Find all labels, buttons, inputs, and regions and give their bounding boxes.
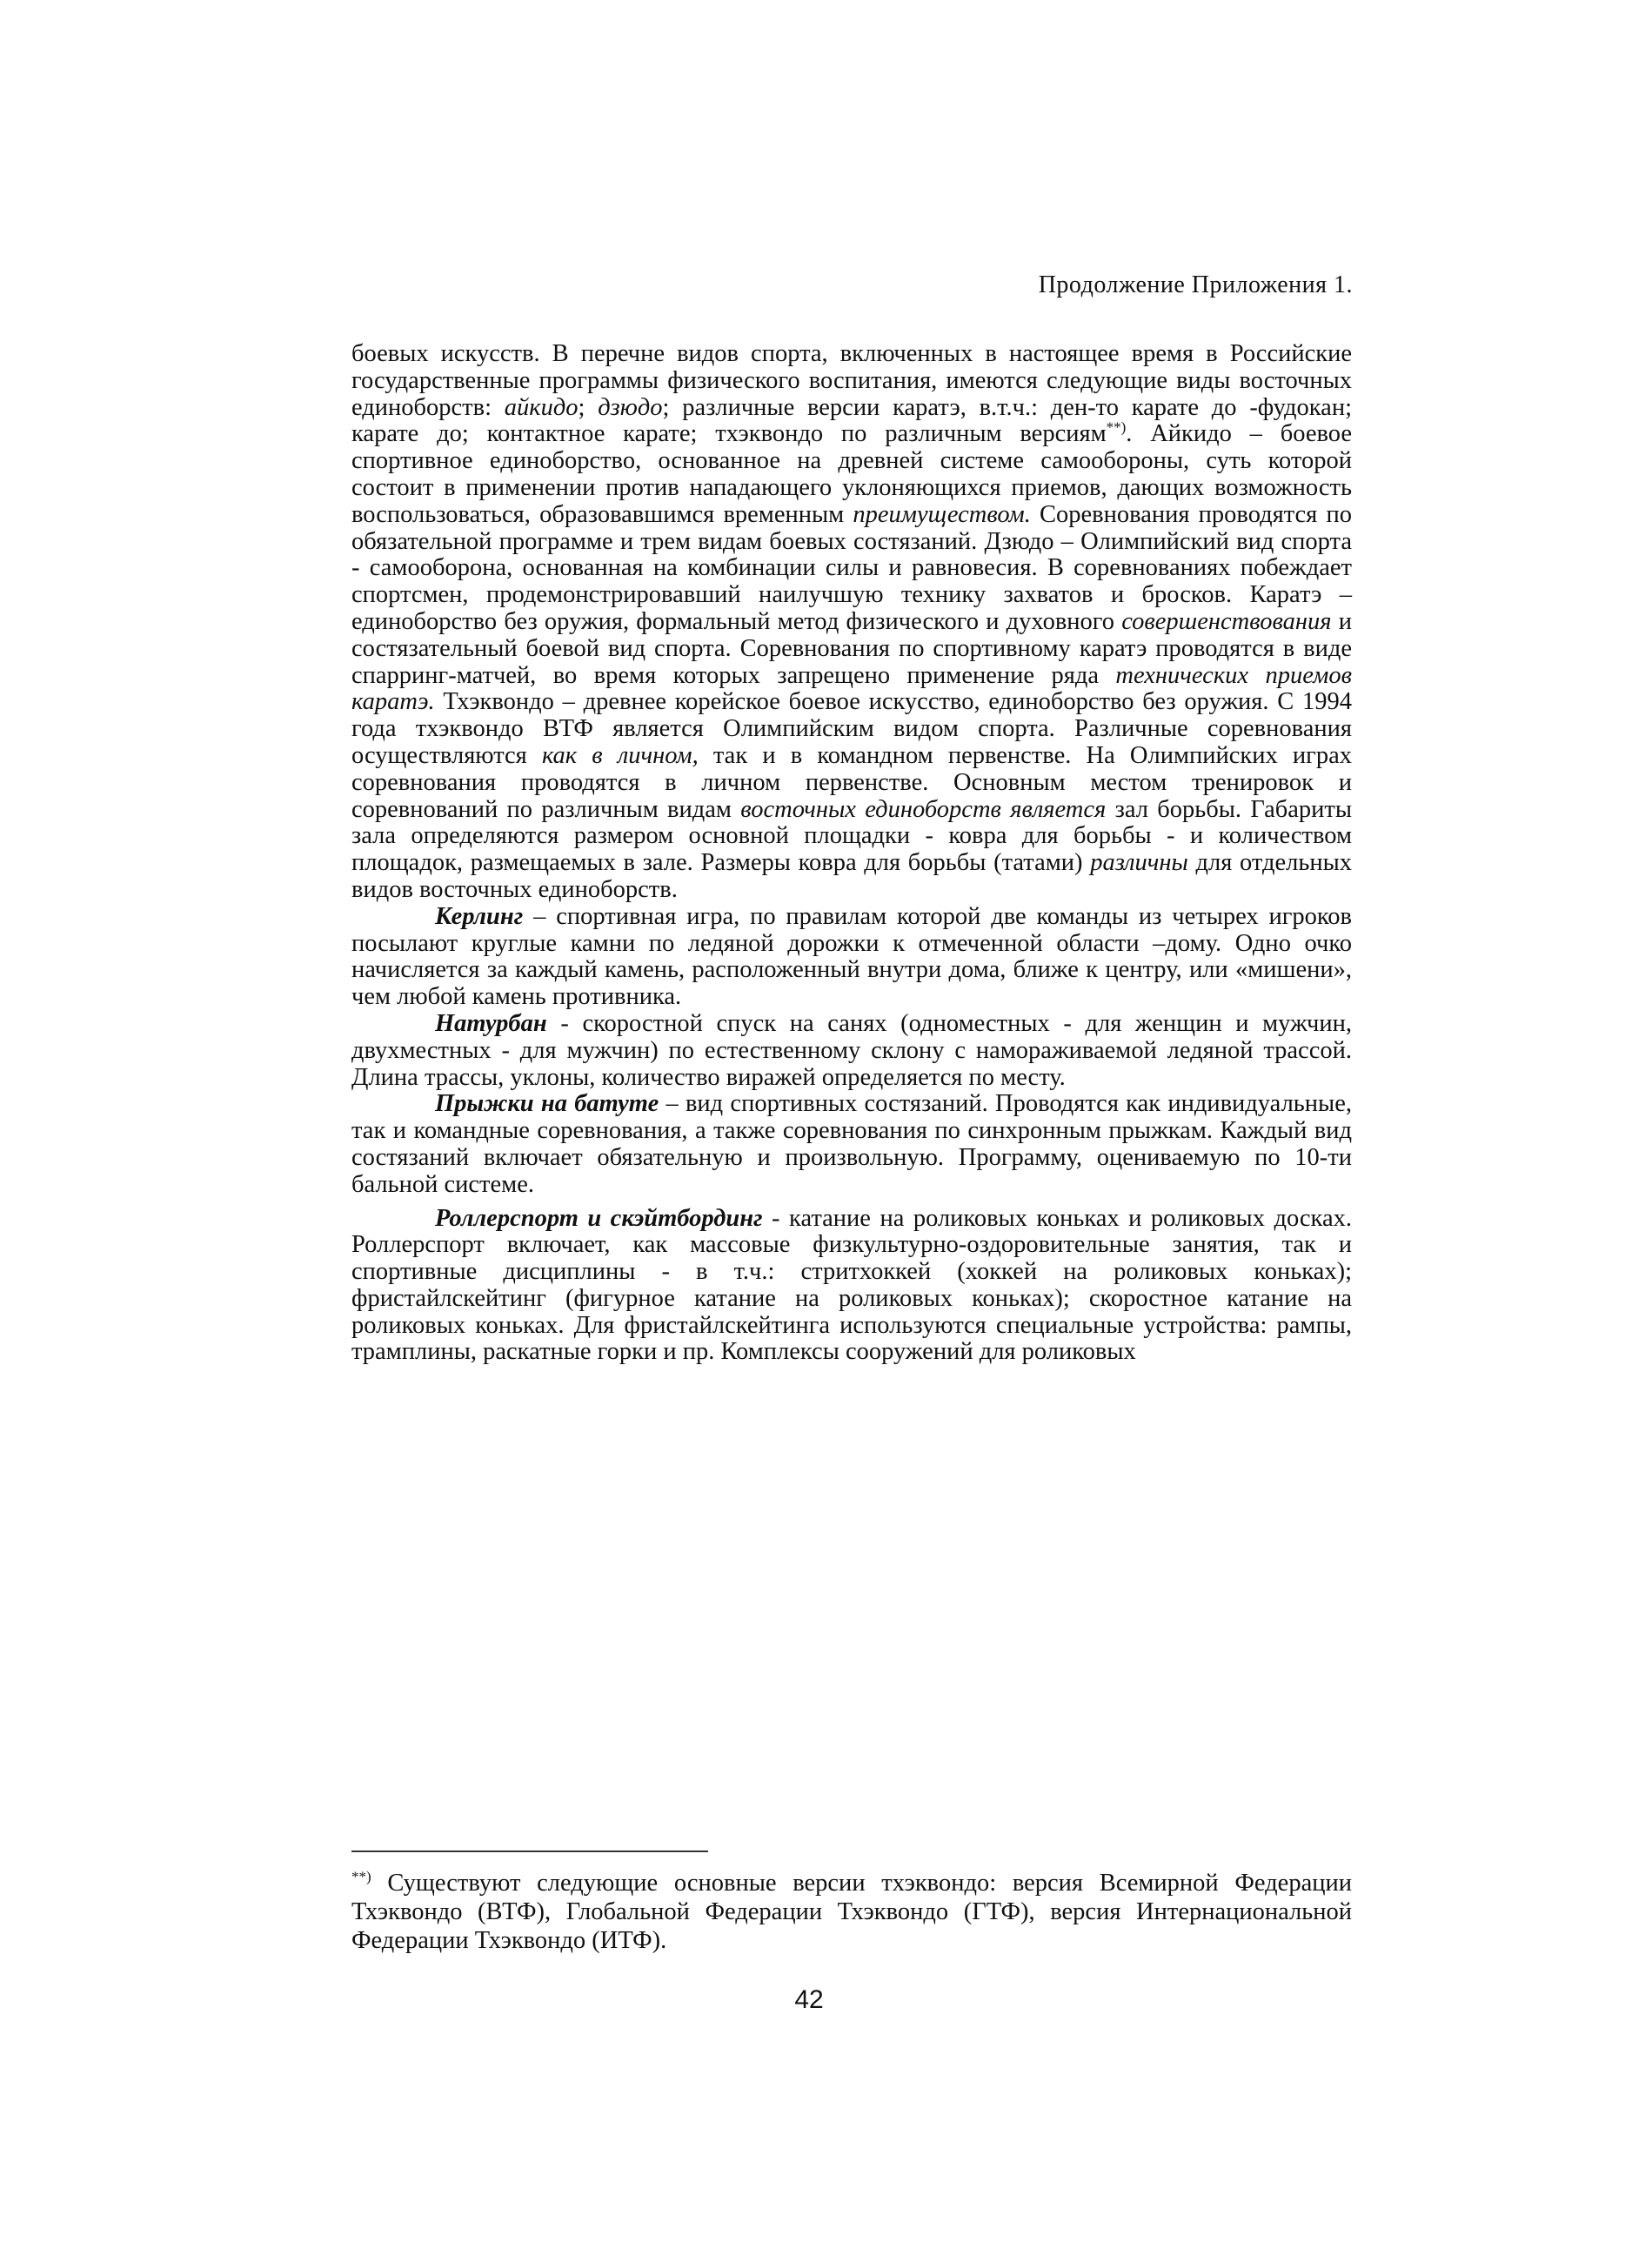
roller-term: Роллерспорт и скэйтбординг [435, 1204, 763, 1232]
curling-paragraph: Керлинг – спортивная игра, по правилам которой две команды из четырех игроков посылают круглые камни по ледяной дорожки к отмеченной области –дому. Одно очко начисляется за каждый камень, расположенный внутри дома, ближе к центру, или «мишени», чем любой камень противника. [351, 902, 1352, 1011]
body-text [351, 341, 1352, 1366]
trampoline-term: Прыжки на батуте [435, 1090, 659, 1118]
footnote-reference: **) [1106, 418, 1127, 436]
page-header: Продолжение Приложения 1. [1038, 271, 1353, 298]
trampoline-paragraph: Прыжки на батуте – вид спортивных состязаний. Проводятся как индивидуальные, так и командные соревнования, а также соревнования по синхронным прыжкам. Каждый вид состязаний включает обязательную и произвольную. Программу, оцениваемую по 10-ти бальной системе. [351, 1090, 1352, 1198]
curling-term: Керлинг [435, 902, 524, 930]
footnote [351, 1869, 1352, 1955]
naturbahn-paragraph: Натурбан - скоростной спуск на санях (одноместных - для женщин и мужчин, двухместных - для мужчин) по естественному склону с намораживаемой ледяной трассой. Длина трассы, уклоны, количество виражей определяется по месту. [351, 1009, 1352, 1091]
intro-paragraph: боевых искусств. В перечне видов спорта, включенных в настоящее время в Российские государственные программы физического воспитания, имеются следующие виды восточных единоборств: айкидо; дзюдо; различные версии каратэ, в.т.ч.: ден-то карате до -фудокан; карате до; контактное карате; тхэквондо по различным версиям**). Айкидо – боевое спортивное единоборство, основанное на древней системе самообороны, суть которой состоит в применении против нападающего уклоняющихся приемов, дающих возможность воспользоваться, образовавшимся временным преимуществом. Соревнования проводятся по обязательной программе и трем видам боевых состязаний. Дзюдо – Олимпийский вид спорта - самооборона, основанная на комбинации силы и равновесия. В соревнованиях побеждает спортсмен, продемонстрировавший наилучшую технику захватов и бросков. Каратэ – единоборство без оружия, формальный метод физического и духовного совершенствования и состязательный боевой вид спорта. Соревнования по спортивному каратэ проводятся в виде спарринг-матчей, во время которых запрещено применение ряда технических приемов каратэ. Тхэквондо – древнее корейское боевое искусство, единоборство без оружия. С 1994 года тхэквондо ВТФ является Олимпийским видом спорта. Различные соревнования осуществляются как в личном, так и в командном первенстве. На Олимпийских играх соревнования проводятся в личном первенстве. Основным местом тренировок и соревнований по различным видам восточных единоборств является зал борьбы. Габариты зала определяются размером основной площадки - ковра для борьбы - и количеством площадок, размещаемых в зале. Размеры ковра для борьбы (татами) различны для отдельных видов восточных единоборств. [351, 340, 1353, 903]
footnote-mark: **) [351, 1868, 371, 1885]
naturbahn-term: Натурбан [435, 1009, 547, 1037]
roller-paragraph: Роллерспорт и скэйтбординг - катание на роликовых коньках и роликовых досках. Роллерспорт включает, как массовые физкультурно-оздоровительные занятия, так и спортивные дисциплины - в т.ч.: стритхоккей (хоккей на роликовых коньках); фристайлскейтинг (фигурное катание на роликовых коньках); скоростное катание на роликовых коньках. Для фристайлскейтинга используются специальные устройства: рампы, трамплины, раскатные горки и пр. Комплексы сооружений для роликовых [351, 1204, 1352, 1366]
footnote-text: Существуют следующие основные версии тхэквондо: версия Всемирной Федерации Тхэквондо (ВТФ), Глобальной Федерации Тхэквондо (ГТФ), версия Интернациональной Федерации Тхэквондо (ИТФ). [351, 1870, 1352, 1954]
page-number: 42 [794, 1985, 824, 2014]
footnote-divider [351, 1850, 708, 1852]
